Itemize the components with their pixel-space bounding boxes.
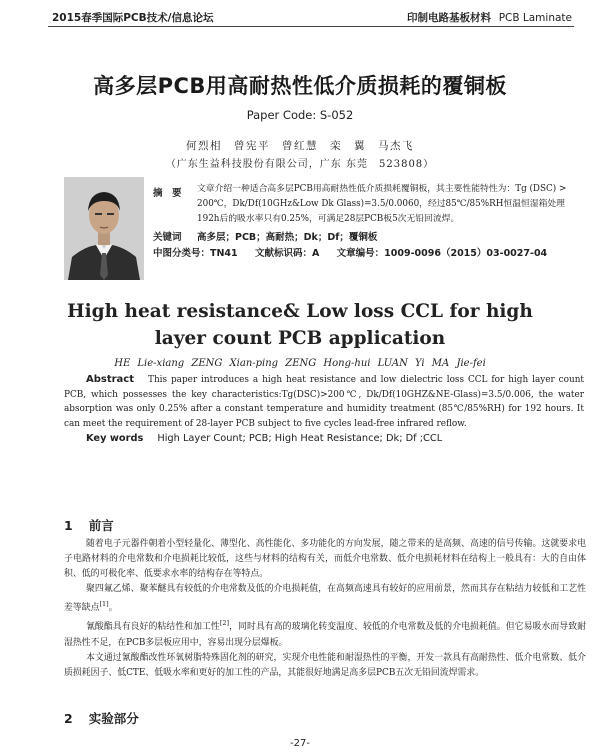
section-2-title: 实验部分 — [88, 711, 139, 726]
reference-2: [2] — [219, 619, 230, 628]
paragraph-2-end: 。 — [108, 603, 118, 614]
header-right-en: PCB Laminate — [498, 12, 572, 24]
paragraph-3-text: 氰酸酯具有良好的粘结性和加工性 — [86, 622, 220, 633]
abstract-en-text: This paper introduces a high heat resistance and low dielectric loss CCL for high layer count PCB, which possesses the key characteristics:Tg(DSC)>200℃, Dk/Df(10GHZ&NE-Glass)=3.5/0.006, the water absorption was only 0.25% after a constant temperature and humidity treatment (85℃/85%RH) for 192 hours. It can meet the requirement of 28-layer PCB subject to five cycles lead-free infrared reflow. — [64, 375, 584, 429]
author-photo — [64, 177, 144, 280]
header-rule — [48, 26, 574, 27]
keywords-en — [86, 433, 442, 444]
section-1-heading — [64, 516, 114, 534]
chinese-affiliation: （广东生益科技股份有限公司，广东 东莞 523808） — [165, 159, 435, 170]
section-1-paragraph-4: 本文通过氰酸酯改性环氧树脂特殊固化剂的研究，实现介电性能和耐湿热性的平衡，开发一款具有高耐热性、低介电常数、低介质损耗因子、低CTE、低吸水率和更好的加工性的产品，其能很好地满足高多层PCB五次无铅回流焊需求。 — [64, 652, 586, 678]
paragraph-2-text: 聚四氟乙烯、聚苯醚具有较低的介电常数及低的介电损耗值，在高频高速具有较好的应用前景，然而其存在粘结力较低和工艺性差等缺点 — [64, 584, 586, 614]
chinese-authors: 何烈相 曾宪平 曾红慧 栾 翼 马杰飞 — [186, 140, 414, 152]
article-number: 文章编号：1009-0096（2015）03-0027-04 — [336, 248, 548, 259]
section-1-number: 1 — [64, 518, 73, 533]
header-left: 2015春季国际PCB技术/信息论坛 — [52, 12, 214, 24]
keywords-cn-label: 关键词 — [153, 232, 182, 243]
clc-number: 中图分类号：TN41 — [153, 248, 238, 259]
section-1-body — [64, 537, 586, 681]
abstract-en — [64, 373, 584, 431]
paragraph-3-rest: ，同时具有高的玻璃化转变温度、较低的介电常数及低的介电损耗值。但它易吸水而导致耐湿热性不足，在PCB多层板应用中，容易出现分层爆板。 — [64, 622, 587, 648]
abstract-cn-label: 摘 要 — [153, 188, 182, 199]
reference-1: [1] — [99, 600, 109, 609]
abstract-en-label: Abstract — [86, 374, 135, 385]
chinese-title: 高多层PCB用高耐热性低介质损耗的覆铜板 — [93, 74, 507, 98]
english-title-line-1: High heat resistance& Low loss CCL for high — [67, 301, 533, 322]
section-1-paragraph-3 — [64, 616, 586, 650]
abstract-cn-text: 文章介绍一种适合高多层PCB用高耐热性低介质损耗覆铜板，其主要性能特性为：Tg (DSC) > 200℃，Dk/Df(10GHz&Low Dk Glass)=3.5/0.0060，经过85℃/85%RH恒温恒湿箱处理192h后的吸水率只有0.25%，可满足28层PCB板5次无铅回流焊。 — [197, 184, 567, 224]
keywords-cn-text: 高多层；PCB；高耐热；Dk；Df；覆铜板 — [197, 232, 378, 243]
keywords-en-text: High Layer Count; PCB; High Heat Resistance; Dk; Df ;CCL — [157, 433, 443, 444]
section-1-paragraph-1: 随着电子元器件朝着小型轻量化、薄型化、高性能化、多功能化的方向发展，随之带来的是高频、高速的信号传输。这就要求电子电路材料的介电常数和介电损耗比较低，这些与材料的结构有关，而低介电常数、低介电损耗材料在结构上一般具有：大的自由体积、低的可极化率、低要求水率的结构存在等特点。 — [64, 539, 586, 580]
section-2-number: 2 — [64, 711, 73, 726]
header-right — [407, 10, 572, 25]
author-portrait-icon — [64, 177, 144, 280]
section-2-heading — [64, 709, 139, 727]
header-right-cn: 印制电路基板材料 — [407, 12, 492, 24]
page-number: -27- — [290, 738, 310, 749]
english-title-line-2: layer count PCB application — [154, 328, 446, 349]
english-authors: HE Lie-xiang ZENG Xian-ping ZENG Hong-hui LUAN Yi MA Jie-fei — [114, 358, 486, 369]
classification-line — [153, 245, 593, 259]
section-1-title: 前言 — [88, 518, 114, 533]
document-code: 文献标识码：A — [254, 248, 320, 259]
paper-code: Paper Code: S-052 — [246, 108, 354, 122]
keywords-en-label: Key words — [86, 433, 144, 444]
section-1-paragraph-2 — [64, 582, 586, 616]
